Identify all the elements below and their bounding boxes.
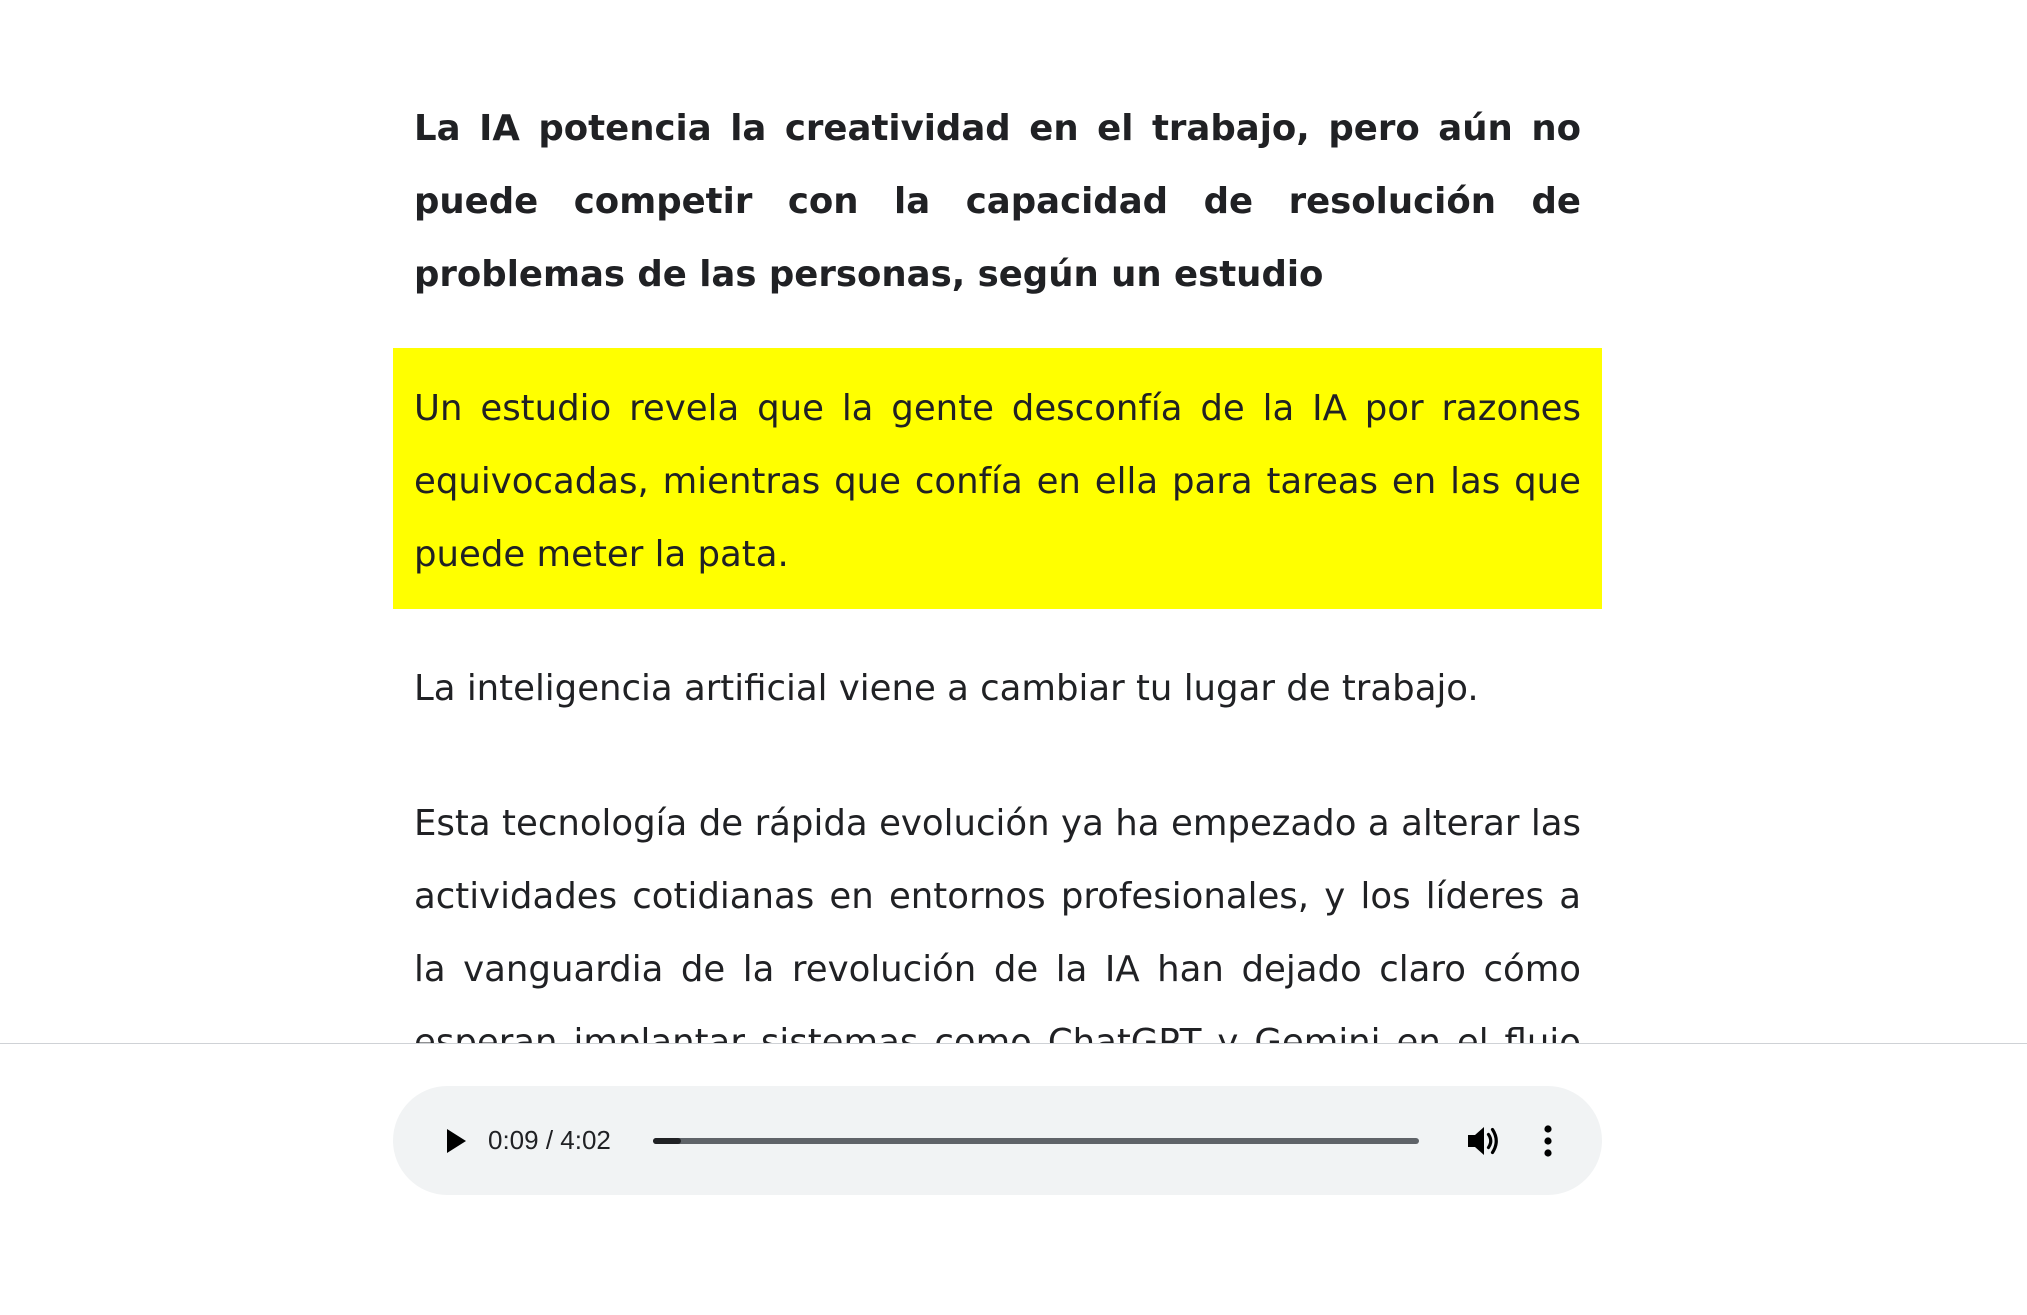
article-title: La IA potencia la creatividad en el trabajo, pero aún no puede competir con la capacidad de resolución de problemas de las personas, según un estudio xyxy=(414,108,1581,295)
more-options-button[interactable] xyxy=(1523,1116,1573,1166)
more-vertical-icon xyxy=(1543,1125,1553,1157)
highlighted-paragraph: Un estudio revela que la gente desconfía de la IA por razones equivocadas, mientras que confía en ella para tareas en las que puede meter la pata. xyxy=(414,388,1581,575)
audio-player xyxy=(393,1086,1602,1195)
time-display: 0:09 / 4:02 xyxy=(488,1125,611,1155)
article-paragraph: Esta tecnología de rápida evolución ya ha empezado a alterar las actividades cotidianas en entornos profesionales, y los líderes a la vanguardia de la revolución de la IA han dejado claro cómo xyxy=(414,803,1581,990)
volume-icon xyxy=(1466,1124,1502,1158)
audio-player-bar xyxy=(0,1044,2027,1315)
seek-slider[interactable] xyxy=(653,1135,1419,1147)
play-icon xyxy=(444,1128,468,1154)
seek-progress xyxy=(653,1138,681,1144)
seek-track xyxy=(653,1138,1419,1144)
article-paragraph: La inteligencia artificial viene a cambiar tu lugar de trabajo. xyxy=(414,668,1479,709)
play-button[interactable] xyxy=(431,1116,481,1166)
volume-button[interactable] xyxy=(1459,1116,1509,1166)
